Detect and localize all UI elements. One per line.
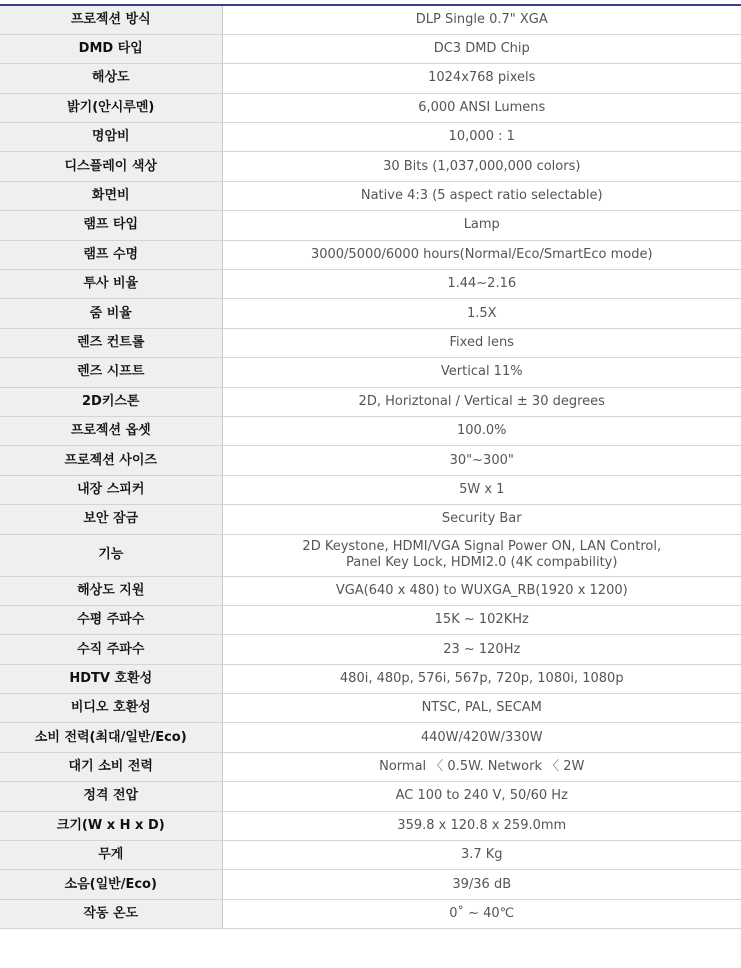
spec-label: 디스플레이 색상 <box>0 152 222 181</box>
spec-label: 기능 <box>0 534 222 576</box>
spec-value: 3000/5000/6000 hours(Normal/Eco/SmartEco mode) <box>222 240 741 269</box>
table-row <box>0 605 741 634</box>
spec-value: DLP Single 0.7" XGA <box>222 5 741 34</box>
table-row <box>0 841 741 870</box>
spec-value: Vertical 11% <box>222 358 741 387</box>
table-row <box>0 664 741 693</box>
spec-value-line: 2D Keystone, HDMI/VGA Signal Power ON, LAN Control, <box>302 539 662 555</box>
table-row <box>0 576 741 605</box>
spec-value: 5W x 1 <box>222 475 741 504</box>
table-row <box>0 723 741 752</box>
spec-value: 30"~300" <box>222 446 741 475</box>
spec-label: 소비 전력(최대/일반/Eco) <box>0 723 222 752</box>
spec-value: 2D, Horiztonal / Vertical ± 30 degrees <box>222 387 741 416</box>
spec-value: Lamp <box>222 211 741 240</box>
table-row <box>0 299 741 328</box>
table-row <box>0 5 741 34</box>
table-row <box>0 694 741 723</box>
spec-value: 6,000 ANSI Lumens <box>222 93 741 122</box>
spec-label: 밝기(안시루멘) <box>0 93 222 122</box>
table-row <box>0 475 741 504</box>
table-row <box>0 152 741 181</box>
spec-label: 비디오 호환성 <box>0 694 222 723</box>
spec-label: 명암비 <box>0 123 222 152</box>
table-row <box>0 416 741 445</box>
spec-label: 크기(W x H x D) <box>0 811 222 840</box>
spec-value: Security Bar <box>222 505 741 534</box>
spec-label: 렌즈 컨트롤 <box>0 328 222 357</box>
table-row <box>0 387 741 416</box>
spec-label: 램프 타입 <box>0 211 222 240</box>
spec-label: 대기 소비 전력 <box>0 752 222 781</box>
spec-value: 10,000 : 1 <box>222 123 741 152</box>
spec-value: Native 4:3 (5 aspect ratio selectable) <box>222 181 741 210</box>
spec-value-line: Panel Key Lock, HDMI2.0 (4K compability) <box>346 555 618 571</box>
spec-value: 0˚ ~ 40℃ <box>222 899 741 928</box>
spec-label: 램프 수명 <box>0 240 222 269</box>
spec-value: 39/36 dB <box>222 870 741 899</box>
table-row <box>0 181 741 210</box>
table-row <box>0 446 741 475</box>
table-row <box>0 782 741 811</box>
spec-label: 내장 스피커 <box>0 475 222 504</box>
spec-value: 15K ~ 102KHz <box>222 605 741 634</box>
spec-table-body <box>0 5 741 929</box>
spec-label: 작동 온도 <box>0 899 222 928</box>
spec-value: 100.0% <box>222 416 741 445</box>
spec-value: VGA(640 x 480) to WUXGA_RB(1920 x 1200) <box>222 576 741 605</box>
spec-table <box>0 4 741 929</box>
spec-label: 프로젝션 사이즈 <box>0 446 222 475</box>
spec-value: 30 Bits (1,037,000,000 colors) <box>222 152 741 181</box>
spec-label: 소음(일반/Eco) <box>0 870 222 899</box>
spec-value: 1024x768 pixels <box>222 64 741 93</box>
table-row <box>0 93 741 122</box>
spec-value: AC 100 to 240 V, 50/60 Hz <box>222 782 741 811</box>
spec-label: 보안 잠금 <box>0 505 222 534</box>
spec-value: 3.7 Kg <box>222 841 741 870</box>
spec-value: Normal 〈 0.5W. Network 〈 2W <box>222 752 741 781</box>
spec-label: 2D키스톤 <box>0 387 222 416</box>
spec-value: 440W/420W/330W <box>222 723 741 752</box>
spec-value: NTSC, PAL, SECAM <box>222 694 741 723</box>
spec-label: 렌즈 시프트 <box>0 358 222 387</box>
spec-label: 해상도 <box>0 64 222 93</box>
spec-value: DC3 DMD Chip <box>222 34 741 63</box>
spec-label: 프로젝션 옵셋 <box>0 416 222 445</box>
table-row <box>0 811 741 840</box>
spec-label: 프로젝션 방식 <box>0 5 222 34</box>
table-row <box>0 534 741 576</box>
spec-label: 수평 주파수 <box>0 605 222 634</box>
spec-label: 해상도 지원 <box>0 576 222 605</box>
spec-value: 480i, 480p, 576i, 567p, 720p, 1080i, 1080p <box>222 664 741 693</box>
table-row <box>0 240 741 269</box>
table-row <box>0 752 741 781</box>
spec-label: 투사 비율 <box>0 270 222 299</box>
table-row <box>0 635 741 664</box>
spec-value: 1.5X <box>222 299 741 328</box>
table-row <box>0 899 741 928</box>
spec-value: Fixed lens <box>222 328 741 357</box>
table-row <box>0 358 741 387</box>
spec-value: 359.8 x 120.8 x 259.0mm <box>222 811 741 840</box>
spec-value: 1.44~2.16 <box>222 270 741 299</box>
table-row <box>0 270 741 299</box>
table-row <box>0 64 741 93</box>
spec-value-multiline <box>222 534 741 576</box>
spec-label: 무게 <box>0 841 222 870</box>
table-row <box>0 211 741 240</box>
spec-label: 정격 전압 <box>0 782 222 811</box>
table-row <box>0 870 741 899</box>
spec-label: HDTV 호환성 <box>0 664 222 693</box>
spec-label: 줌 비율 <box>0 299 222 328</box>
table-row <box>0 505 741 534</box>
table-row <box>0 328 741 357</box>
spec-label: 화면비 <box>0 181 222 210</box>
table-row <box>0 123 741 152</box>
spec-value: 23 ~ 120Hz <box>222 635 741 664</box>
spec-label: 수직 주파수 <box>0 635 222 664</box>
table-row <box>0 34 741 63</box>
spec-label: DMD 타입 <box>0 34 222 63</box>
